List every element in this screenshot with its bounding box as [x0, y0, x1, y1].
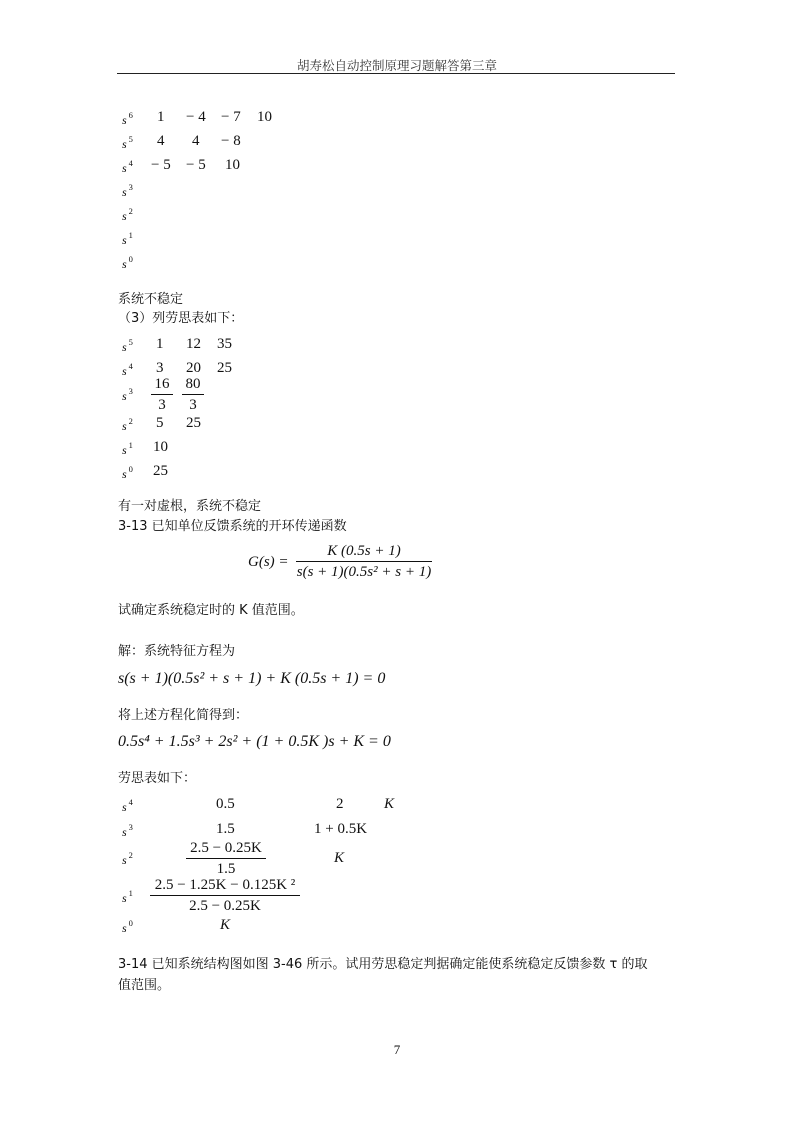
header-rule	[117, 73, 675, 74]
row-power-label: s $^6$	[122, 110, 133, 127]
table-cell: 20	[186, 360, 201, 376]
problem-3-14-heading: 3-14 已知系统结构图如图 3-46 所示。试用劳思稳定判据确定能使系统稳定反馈参数 τ 的取	[118, 957, 648, 972]
row-power-label: s $^1$	[122, 230, 133, 247]
fraction-denominator: 3	[158, 397, 166, 413]
row-power-label: s $^0$	[122, 464, 133, 481]
table-cell: K	[384, 796, 395, 812]
table-cell: 10	[257, 109, 272, 125]
table-cell: 1 + 0.5K	[314, 821, 368, 837]
row-power-label: s $^2$	[122, 416, 133, 433]
solution-text: 将上述方程化简得到：	[118, 708, 249, 723]
fraction-denominator: 3	[189, 397, 197, 413]
transfer-function-fraction	[296, 543, 432, 581]
table-cell: K	[334, 850, 345, 866]
fraction-numerator: 16	[151, 376, 173, 395]
table-cell: 25	[153, 463, 168, 479]
table-cell: 4	[192, 133, 200, 149]
table-cell: − 8	[221, 133, 241, 149]
fraction-denominator: 2.5 − 0.25K	[189, 898, 261, 914]
table-cell: 1.5	[216, 821, 235, 837]
table-cell: 1	[156, 336, 164, 352]
problem-3-13-heading: 3-13 已知单位反馈系统的开环传递函数	[118, 519, 347, 534]
table-cell: 25	[186, 415, 201, 431]
section-heading: （3）列劳思表如下：	[118, 311, 244, 326]
table-cell: − 5	[151, 157, 171, 173]
problem-3-14-continuation: 值范围。	[118, 978, 171, 993]
row-power-label: s $^1$	[122, 440, 133, 457]
fraction	[151, 376, 173, 414]
solution-text: 劳思表如下：	[118, 771, 197, 786]
characteristic-equation: s(s + 1)(0.5s² + s + 1) + K (0.5s + 1) = 0	[118, 670, 386, 687]
row-power-label: s $^1$	[122, 888, 133, 905]
fraction	[186, 840, 266, 878]
table-cell: − 5	[186, 157, 206, 173]
table-cell: K	[220, 917, 231, 933]
simplified-equation: 0.5s⁴ + 1.5s³ + 2s² + (1 + 0.5K )s + K = 0	[118, 733, 391, 750]
table-cell: 0.5	[216, 796, 235, 812]
table-cell: 10	[153, 439, 168, 455]
page-number: 7	[393, 1042, 401, 1057]
transfer-function-lhs: G(s) =	[248, 554, 289, 570]
table-cell: 25	[217, 360, 232, 376]
conclusion-text: 系统不稳定	[118, 292, 184, 307]
fraction	[182, 376, 204, 414]
table-cell: 10	[225, 157, 240, 173]
page-header-title: 胡寿松自动控制原理习题解答第三章	[296, 58, 497, 73]
row-power-label: s $^0$	[122, 918, 133, 935]
fraction-denominator: 1.5	[216, 861, 236, 877]
row-power-label: s $^4$	[122, 158, 133, 175]
table-cell: 12	[186, 336, 201, 352]
row-power-label: s $^5$	[122, 337, 133, 354]
row-power-label: s $^0$	[122, 254, 133, 271]
table-cell: 5	[156, 415, 164, 431]
table-cell: 3	[156, 360, 164, 376]
table-cell: − 4	[186, 109, 206, 125]
problem-text: 试确定系统稳定时的 K 值范围。	[118, 603, 304, 618]
table-cell: 1	[157, 109, 165, 125]
fraction-numerator: K (0.5s + 1)	[296, 543, 432, 562]
conclusion-text: 有一对虚根，系统不稳定	[118, 499, 262, 514]
row-power-label: s $^4$	[122, 797, 133, 814]
table-cell: 4	[157, 133, 165, 149]
row-power-label: s $^3$	[122, 386, 133, 403]
fraction-numerator: 2.5 − 1.25K − 0.125K ²	[150, 877, 300, 896]
row-power-label: s $^3$	[122, 182, 133, 199]
row-power-label: s $^3$	[122, 822, 133, 839]
fraction-denominator: s(s + 1)(0.5s² + s + 1)	[296, 564, 432, 580]
fraction-numerator: 80	[182, 376, 204, 395]
table-cell: 35	[217, 336, 232, 352]
row-power-label: s $^2$	[122, 206, 133, 223]
table-cell: − 7	[221, 109, 241, 125]
row-power-label: s $^4$	[122, 361, 133, 378]
row-power-label: s $^2$	[122, 850, 133, 867]
table-cell: 2	[336, 796, 344, 812]
solution-intro: 解：系统特征方程为	[118, 644, 236, 659]
fraction-numerator: 2.5 − 0.25K	[186, 840, 266, 859]
row-power-label: s $^5$	[122, 134, 133, 151]
fraction	[150, 877, 300, 915]
